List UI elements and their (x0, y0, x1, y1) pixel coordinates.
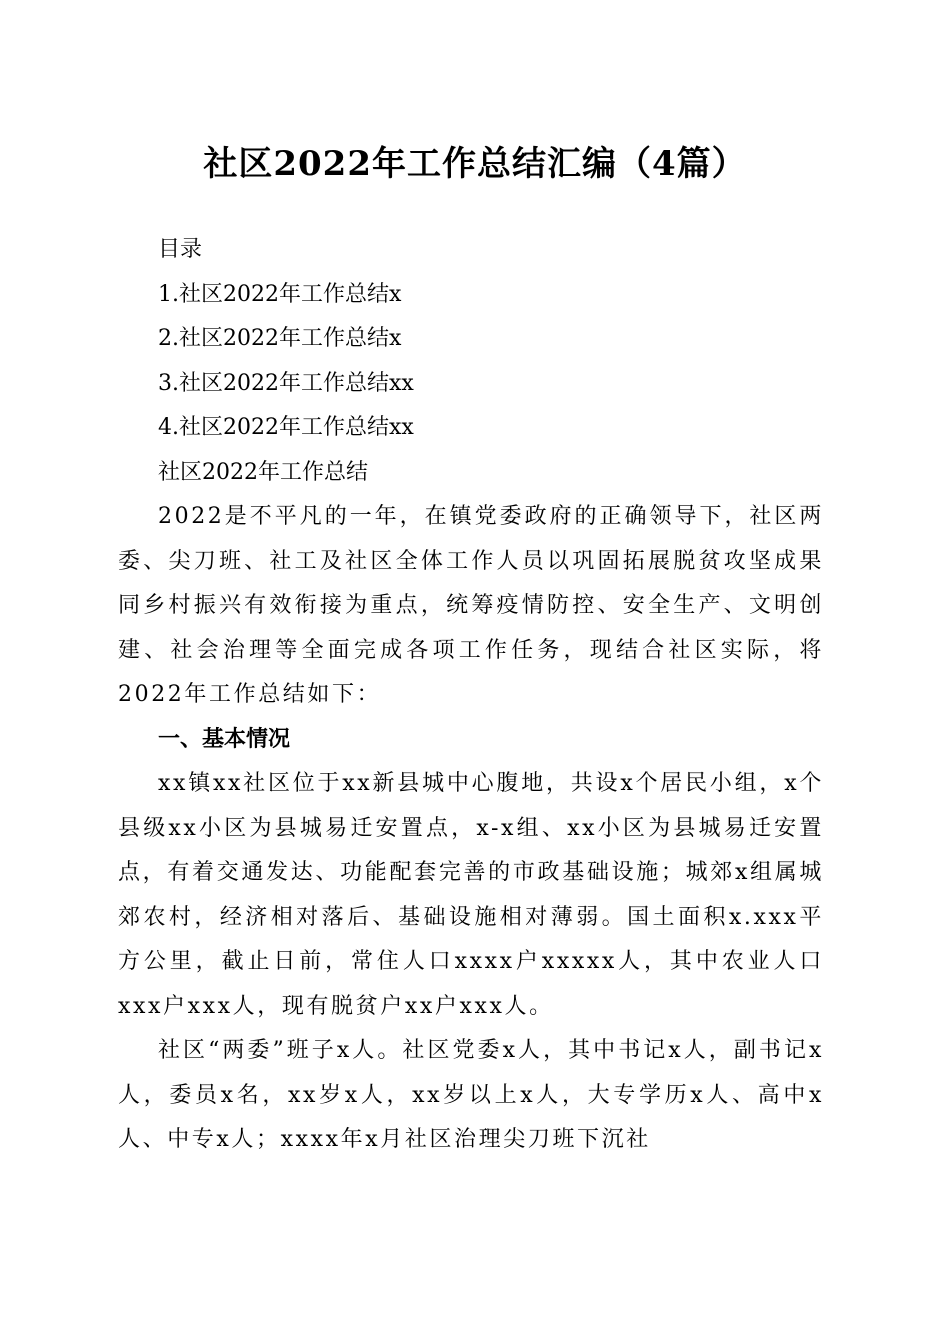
document-body (118, 228, 824, 1163)
toc-item: 2.社区2022年工作总结x (158, 326, 402, 351)
toc-heading: 目录 (158, 237, 203, 262)
toc-item: 4.社区2022年工作总结xx (158, 415, 414, 440)
intro-paragraph: 2022是不平凡的一年，在镇党委政府的正确领导下，社区两委、尖刀班、社工及社区全体工作人员以巩固拓展脱贫攻坚成果同乡村振兴有效衔接为重点，统筹疫情防控、安全生产、文明创建、社会治理等全面完成各项工作任务，现结合社区实际，将2022年工作总结如下： (118, 504, 824, 707)
toc-item: 1.社区2022年工作总结x (158, 281, 402, 307)
section-heading: 一、基本情况 (158, 726, 291, 752)
body-paragraph: 社区“两委”班子x人。社区党委x人，其中书记x人，副书记x人，委员x名，xx岁x人，xx岁以上x人，大专学历x人、高中x人、中专x人；xxxx年x月社区治理尖刀班下沉社 (118, 1038, 824, 1152)
document-title: 社区2022年工作总结汇编（4篇） (203, 144, 747, 184)
article-title: 社区2022年工作总结 (158, 459, 368, 485)
toc-item: 3.社区2022年工作总结xx (158, 370, 414, 396)
body-paragraph: xx镇xx社区位于xx新县城中心腹地，共设x个居民小组，x个县级xx小区为县城易迁安置点，x-x组、xx小区为县城易迁安置点，有着交通发达、功能配套完善的市政基础设施；城郊x组属城郊农村，经济相对落后、基础设施相对薄弱。国土面积x.xxx平方公里，截止日前，常住人口xxxx户xxxxx人，其中农业人口xxx户xxx人，现有脱贫户xx户xxx人。 (118, 771, 824, 1019)
